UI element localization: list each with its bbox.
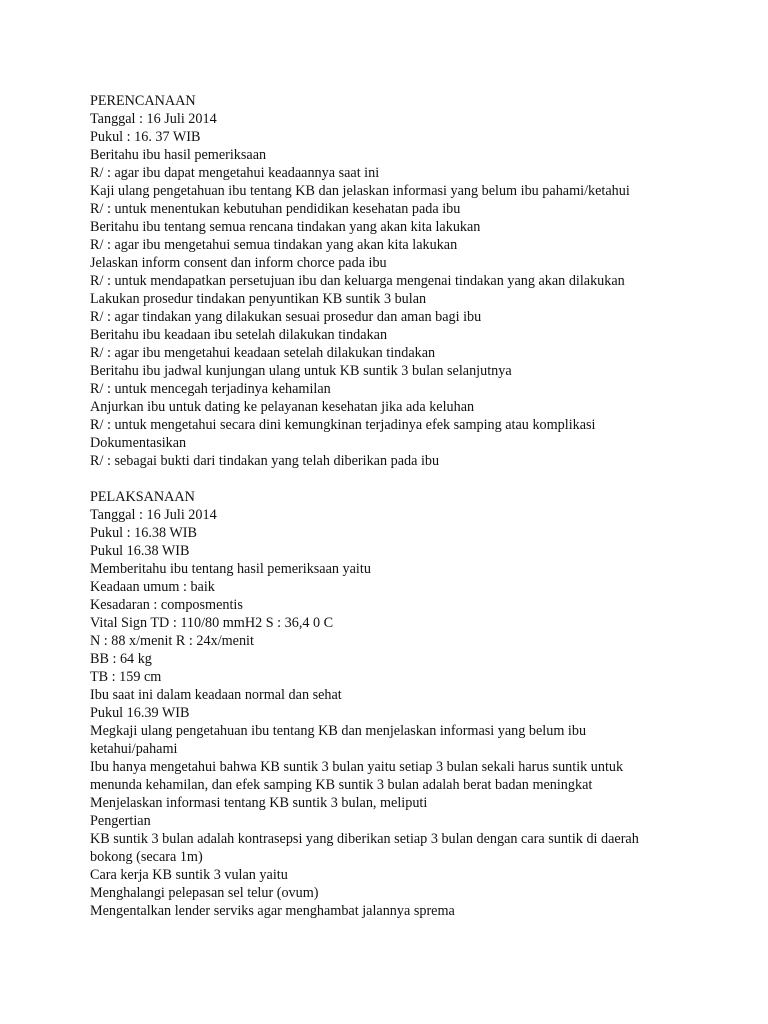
section-perencanaan: [90, 92, 690, 470]
body-line: Cara kerja KB suntik 3 vulan yaitu: [90, 867, 288, 883]
body-line: KB suntik 3 bulan adalah kontrasepsi yang diberikan setiap 3 bulan dengan cara suntik di daerah: [90, 831, 639, 847]
body-line: TB : 159 cm: [90, 669, 162, 685]
rationale-line: R/ : untuk mencegah terjadinya kehamilan: [90, 381, 331, 397]
section-heading: PELAKSANAAN: [90, 489, 195, 505]
plan-item: Kaji ulang pengetahuan ibu tentang KB dan jelaskan informasi yang belum ibu pahami/ketahui: [90, 183, 630, 199]
vital-sign-line: Vital Sign TD : 110/80 mmH2 S : 36,4 0 C: [90, 615, 334, 631]
rationale-line: R/ : agar tindakan yang dilakukan sesuai prosedur dan aman bagi ibu: [90, 309, 482, 325]
body-line: Pengertian: [90, 813, 151, 829]
plan-item: Beritahu ibu tentang semua rencana tindakan yang akan kita lakukan: [90, 219, 481, 235]
plan-item: Anjurkan ibu untuk dating ke pelayanan kesehatan jika ada keluhan: [90, 399, 475, 415]
time-line: Pukul 16.39 WIB: [90, 705, 190, 721]
rationale-line: R/ : agar ibu mengetahui keadaan setelah dilakukan tindakan: [90, 345, 436, 361]
rationale-line: R/ : agar ibu mengetahui semua tindakan yang akan kita lakukan: [90, 237, 458, 253]
time-line: Pukul : 16.38 WIB: [90, 525, 197, 541]
body-line: Megkaji ulang pengetahuan ibu tentang KB dan menjelaskan informasi yang belum ibu: [90, 723, 587, 739]
body-line: Menjelaskan informasi tentang KB suntik 3 bulan, meliputi: [90, 795, 428, 811]
plan-item: Beritahu ibu hasil pemeriksaan: [90, 147, 267, 163]
section-heading: PERENCANAAN: [90, 93, 196, 109]
rationale-line: R/ : untuk menentukan kebutuhan pendidikan kesehatan pada ibu: [90, 201, 461, 217]
body-line: menunda kehamilan, dan efek samping KB suntik 3 bulan adalah berat badan meningkat: [90, 777, 593, 793]
section-pelaksanaan: [90, 488, 690, 920]
plan-item: Dokumentasikan: [90, 435, 187, 451]
body-line: bokong (secara 1m): [90, 849, 203, 865]
body-line: ketahui/pahami: [90, 741, 178, 757]
plan-item: Beritahu ibu keadaan ibu setelah dilakukan tindakan: [90, 327, 388, 343]
body-line: Ibu hanya mengetahui bahwa KB suntik 3 bulan yaitu setiap 3 bulan sekali harus suntik untuk: [90, 759, 624, 775]
plan-item: Jelaskan inform consent dan inform chorce pada ibu: [90, 255, 387, 271]
body-line: Keadaan umum : baik: [90, 579, 215, 595]
body-line: Mengentalkan lender serviks agar menghambat jalannya sprema: [90, 903, 455, 919]
body-line: Menghalangi pelepasan sel telur (ovum): [90, 885, 319, 901]
plan-item: Beritahu ibu jadwal kunjungan ulang untuk KB suntik 3 bulan selanjutnya: [90, 363, 512, 379]
body-line: Ibu saat ini dalam keadaan normal dan sehat: [90, 687, 342, 703]
time-line: Pukul : 16. 37 WIB: [90, 129, 201, 145]
body-line: Kesadaran : composmentis: [90, 597, 243, 613]
document-page: [90, 92, 690, 920]
rationale-line: R/ : untuk mengetahui secara dini kemungkinan terjadinya efek samping atau komplikasi: [90, 417, 596, 433]
date-line: Tanggal : 16 Juli 2014: [90, 111, 217, 127]
date-line: Tanggal : 16 Juli 2014: [90, 507, 217, 523]
vital-sign-line: N : 88 x/menit R : 24x/menit: [90, 633, 254, 649]
time-line: Pukul 16.38 WIB: [90, 543, 190, 559]
body-line: Memberitahu ibu tentang hasil pemeriksaan yaitu: [90, 561, 371, 577]
plan-item: Lakukan prosedur tindakan penyuntikan KB suntik 3 bulan: [90, 291, 427, 307]
body-line: BB : 64 kg: [90, 651, 152, 667]
rationale-line: R/ : untuk mendapatkan persetujuan ibu dan keluarga mengenai tindakan yang akan dilakukan: [90, 273, 625, 289]
rationale-line: R/ : sebagai bukti dari tindakan yang telah diberikan pada ibu: [90, 453, 440, 469]
rationale-line: R/ : agar ibu dapat mengetahui keadaannya saat ini: [90, 165, 380, 181]
